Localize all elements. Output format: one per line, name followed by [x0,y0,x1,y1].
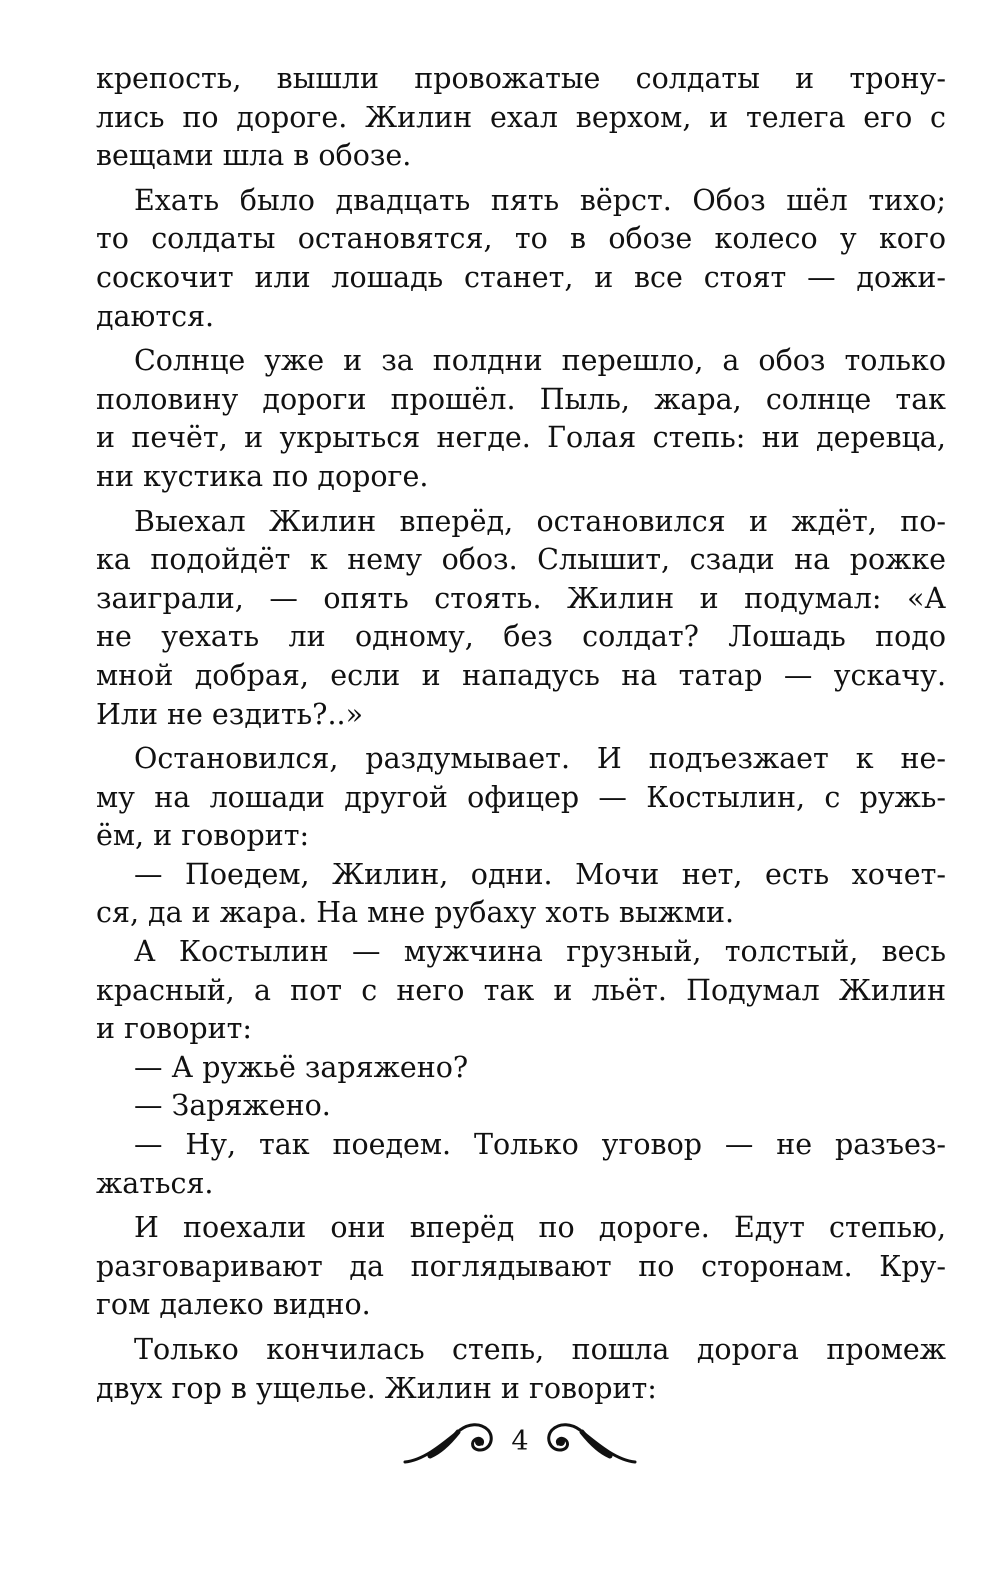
story-text [96,60,946,1408]
text-line: — Заряжено. [134,1089,331,1123]
text-line: то солдаты остановятся, то в обозе колесо у кого [96,222,946,256]
text-line: половину дороги прошёл. Пыль, жара, солнце так [96,382,946,416]
text-line: — Поедем, Жилин, одни. Мочи нет, есть хочет- [134,857,946,891]
text-line: лись по дороге. Жилин ехал верхом, и телега его с [96,100,946,134]
text-line: Или не ездить?..» [96,697,364,731]
text-line: крепость, вышли провожатые солдаты и трону- [96,62,946,95]
text-line: ни кустика по дороге. [96,459,429,493]
text-line: Только кончилась степь, пошла дорога промеж [134,1333,946,1366]
text-line: ся, да и жара. На мне рубаху хоть выжми. [96,896,735,930]
text-line: двух гор в ущелье. Жилин и говорит: [96,1371,657,1405]
text-line: — А ружьё заряжено? [134,1050,469,1084]
text-line: разговаривают да поглядывают по сторонам. Кру- [96,1249,946,1283]
text-line: ка подойдёт к нему обоз. Слышит, сзади на рожке [96,543,946,577]
text-line: Ехать было двадцать пять вёрст. Обоз шёл тихо; [134,183,946,217]
text-line: заиграли, — опять стоять. Жилин и подумал: «А [96,581,946,615]
text-line: — Ну, так поедем. Только уговор — не разъез- [134,1128,946,1162]
page-footer [400,1412,640,1472]
text-line: красный, а пот с него так и льёт. Подумал Жилин [96,973,946,1007]
text-line: И поехали они вперёд по дороге. Едут степью, [134,1211,946,1245]
page-number: 4 [511,1426,529,1457]
text-line: соскочит или лошадь станет, и все стоят — дожи- [96,260,946,294]
text-line: Солнце уже и за полдни перешло, а обоз только [134,344,946,378]
text-line: му на лошади другой офицер — Костылин, с ружь- [96,780,946,814]
text-line: вещами шла в обозе. [96,139,412,173]
text-line: мной добрая, если и нападусь на татар — ускачу. [96,658,946,692]
text-line: и говорит: [96,1012,252,1046]
text-line: не уехать ли одному, без солдат? Лошадь подо [96,620,946,654]
text-line: А Костылин — мужчина грузный, толстый, весь [134,935,946,969]
text-line: Остановился, раздумывает. И подъезжает к не- [134,742,946,776]
text-line: гом далеко видно. [96,1288,371,1322]
text-line: Выехал Жилин вперёд, остановился и ждёт, по- [134,504,946,538]
text-line: жаться. [96,1166,214,1200]
swirl-ornament-left-icon [400,1412,500,1472]
text-line: и печёт, и укрыться негде. Голая степь: ни деревца, [96,421,946,455]
text-line: даются. [96,299,215,333]
text-line: ём, и говорит: [96,819,310,853]
swirl-ornament-right-icon [540,1412,640,1472]
